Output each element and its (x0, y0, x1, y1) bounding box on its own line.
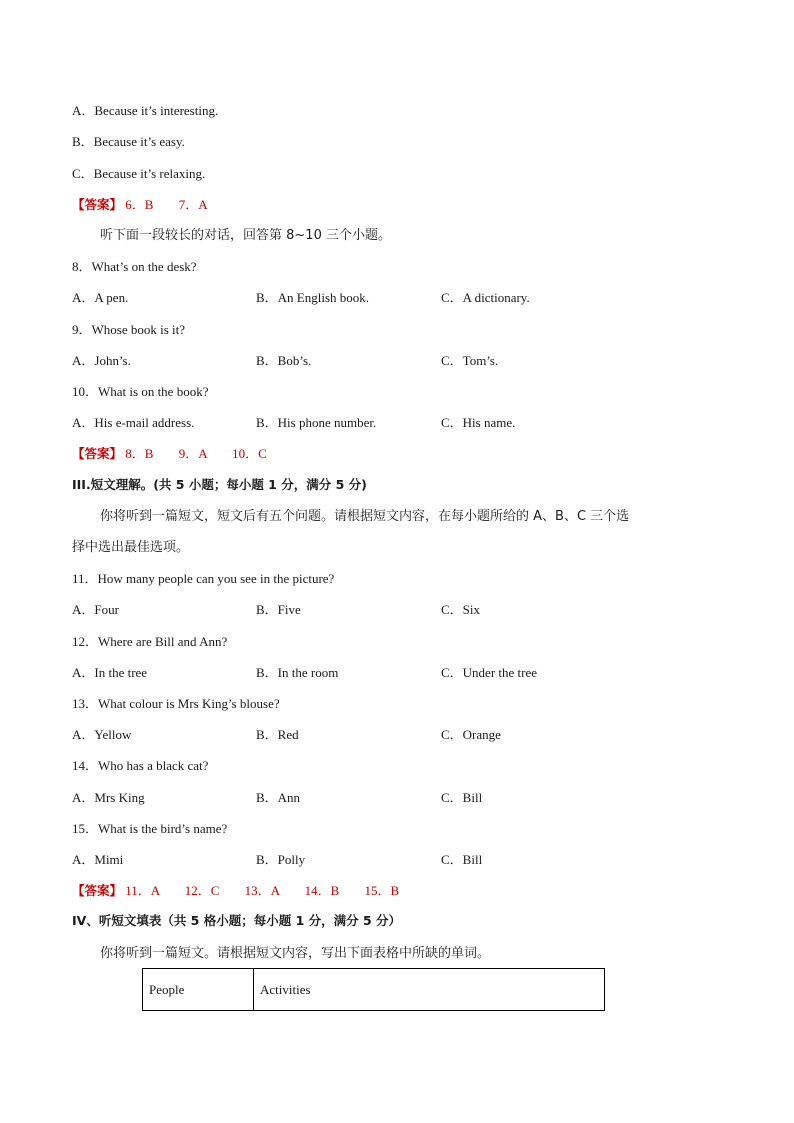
answer-item: 12．C (184, 883, 220, 898)
q9-option-a: A．John’s. (72, 353, 131, 368)
answer-item: 14．B (304, 883, 340, 898)
q14-option-a: A．Mrs King (72, 790, 145, 805)
answer-item: 15．B (364, 883, 400, 898)
section-4-intro: 你将听到一篇短文。请根据短文内容，写出下面表格中所缺的单词。 (100, 946, 491, 961)
section-4-title: IV、听短文填表（共 5 格小题；每小题 1 分，满分 5 分） (72, 913, 402, 928)
question-12: 12．Where are Bill and Ann? (72, 634, 228, 649)
q15-option-c: C．Bill (441, 852, 483, 867)
q10-option-c: C．His name. (441, 415, 516, 430)
q11-option-c: C．Six (441, 602, 481, 617)
dialog-instruction: 听下面一段较长的对话，回答第 8~10 三个小题。 (100, 228, 391, 243)
answer-item: 7．A (178, 197, 208, 212)
question-15: 15．What is the bird’s name? (72, 821, 228, 836)
answer-item: 9．A (178, 446, 207, 461)
answer-item: 6．B (125, 197, 154, 212)
question-14: 14．Who has a black cat? (72, 758, 209, 773)
q11-option-a: A．Four (72, 602, 119, 617)
answer-item: 13．A (244, 883, 280, 898)
answer-item: 11．A (125, 883, 160, 898)
q9-option-b: B．Bob’s. (256, 353, 312, 368)
answer-label: 【答案】 (72, 446, 123, 461)
answer-block-8-10 (72, 446, 267, 462)
answer-item: 8．B (125, 446, 154, 461)
section-3-title: III.短文理解。(共 5 小题；每小题 1 分，满分 5 分) (72, 477, 367, 492)
q12-option-a: A．In the tree (72, 665, 148, 680)
answer-label: 【答案】 (72, 197, 123, 212)
q7-option-c: C．Because it’s relaxing. (72, 166, 206, 181)
table-header-people: People (143, 969, 254, 1011)
q11-option-b: B．Five (256, 602, 301, 617)
question-10: 10．What is on the book? (72, 384, 209, 399)
q15-option-a: A．Mimi (72, 852, 124, 867)
q14-option-c: C．Bill (441, 790, 483, 805)
q8-option-b: B．An English book. (256, 290, 370, 305)
q15-option-b: B．Polly (256, 852, 306, 867)
table-header-row (143, 969, 605, 1011)
q8-option-c: C．A dictionary. (441, 290, 530, 305)
q10-option-b: B．His phone number. (256, 415, 377, 430)
question-8: 8．What’s on the desk? (72, 259, 197, 274)
answer-item: 10．C (232, 446, 267, 461)
q13-option-c: C．Orange (441, 727, 501, 742)
q7-option-b: B．Because it’s easy. (72, 134, 185, 149)
answer-block-11-15 (72, 883, 399, 899)
question-9: 9．Whose book is it? (72, 322, 186, 337)
table-header-activities: Activities (254, 969, 605, 1011)
q12-option-c: C．Under the tree (441, 665, 538, 680)
q10-option-a: A．His e-mail address. (72, 415, 195, 430)
q9-option-c: C．Tom’s. (441, 353, 499, 368)
section-3-intro-line1: 你将听到一篇短文，短文后有五个问题。请根据短文内容，在每小题所给的 A、B、C 三个选 (100, 509, 630, 524)
fill-in-table (142, 968, 605, 1011)
q14-option-b: B．Ann (256, 790, 301, 805)
q13-option-a: A．Yellow (72, 727, 132, 742)
question-13: 13．What colour is Mrs King’s blouse? (72, 696, 280, 711)
q8-option-a: A．A pen. (72, 290, 129, 305)
q12-option-b: B．In the room (256, 665, 339, 680)
question-11: 11．How many people can you see in the picture? (72, 571, 335, 586)
section-3-intro-line2: 择中选出最佳选项。 (72, 540, 190, 555)
answer-block-6-7 (72, 197, 208, 213)
q7-option-a: A．Because it’s interesting. (72, 103, 219, 118)
answer-label: 【答案】 (72, 883, 123, 898)
q13-option-b: B．Red (256, 727, 299, 742)
